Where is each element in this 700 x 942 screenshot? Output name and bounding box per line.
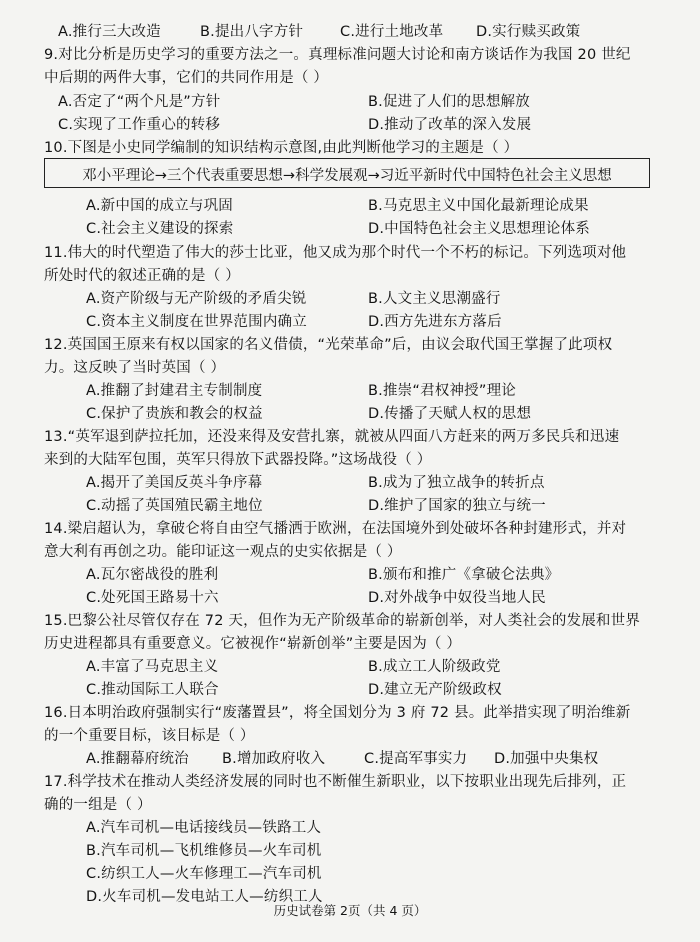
question-14-stem-line1: 14.梁启超认为，拿破仑将自由空气播洒于欧洲，在法国境外到处破坏各种封建形式，并对 <box>44 521 627 537</box>
question-17-option-a: A.汽车司机—电话接线员—铁路工人 <box>86 820 322 836</box>
question-11-option-d: D.西方先进东方落后 <box>368 314 502 330</box>
question-16-option-c: C.提高军事实力 <box>364 751 468 767</box>
question-12-stem-line1: 12.英国国王原来有权以国家的名义借债，“光荣革命”后，由议会取代国王掌握了此项权 <box>44 337 613 353</box>
question-14-option-a: A.瓦尔密战役的胜利 <box>86 567 219 583</box>
question-10-stem: 10.下图是小史同学编制的知识结构示意图,由此判断他学习的主题是（ ） <box>44 140 519 156</box>
question-16-option-d: D.加强中央集权 <box>494 751 599 767</box>
option-a: A.推行三大改造 <box>58 24 161 40</box>
question-9-stem-line2: 中后期的两件大事，它们的共同作用是（ ） <box>44 70 329 86</box>
question-13-option-d: D.维护了国家的独立与统一 <box>368 498 546 514</box>
question-13-stem-line1: 13.“英军退到萨拉托加，还没来得及安营扎寨，就被从四面八方赶来的两万多民兵和迅速 <box>44 429 620 445</box>
knowledge-structure-text: 邓小平理论→三个代表重要思想→科学发展观→习近平新时代中国特色社会主义思想 <box>82 168 612 184</box>
question-14-option-b: B.颁布和推广《拿破仑法典》 <box>368 567 560 583</box>
question-13-option-c: C.动摇了英国殖民霸主地位 <box>86 498 263 514</box>
question-15-option-b: B.成立工人阶级政党 <box>368 659 501 675</box>
question-16-stem-line2: 的一个重要目标，该目标是（ ） <box>44 728 255 744</box>
question-12-option-c: C.保护了贵族和教会的权益 <box>86 406 263 422</box>
question-11-option-a: A.资产阶级与无产阶级的矛盾尖锐 <box>86 291 307 307</box>
question-13-stem-line2: 来到的大陆军包围，英军只得放下武器投降。”这场战役（ ） <box>44 452 432 468</box>
question-11-stem-line1: 11.伟大的时代塑造了伟大的莎士比亚，他又成为那个时代一个不朽的标记。下列选项对他 <box>44 245 627 261</box>
question-12-option-b: B.推崇“君权神授”理论 <box>368 383 516 399</box>
question-17-option-d: D.火车司机—发电站工人—纺织工人 <box>86 889 323 905</box>
question-9-option-c: C.实现了工作重心的转移 <box>58 117 221 133</box>
question-14-option-d: D.对外战争中奴役当地人民 <box>368 590 546 606</box>
question-15-stem-line2: 历史进程都具有重要意义。它被视作“崭新创举”主要是因为（ ） <box>44 636 462 652</box>
question-15-option-a: A.丰富了马克思主义 <box>86 659 219 675</box>
question-16-option-b: B.增加政府收入 <box>222 751 326 767</box>
question-11-stem-line2: 所处时代的叙述正确的是（ ） <box>44 268 240 284</box>
question-15-option-d: D.建立无产阶级政权 <box>368 682 502 698</box>
question-11-option-b: B.人文主义思潮盛行 <box>368 291 501 307</box>
option-d: D.实行赎买政策 <box>476 24 581 40</box>
option-b: B.提出八字方针 <box>200 24 304 40</box>
question-10-option-a: A.新中国的成立与巩固 <box>86 198 233 214</box>
page-footer: 历史试卷第 2页（共 4 页） <box>273 903 427 918</box>
question-17-stem-line2: 确的一组是（ ） <box>44 797 152 813</box>
question-9-stem-line1: 9.对比分析是历史学习的重要方法之一。真理标准问题大讨论和南方谈话作为我国 20 世纪 <box>44 47 631 63</box>
question-10-option-c: C.社会主义建设的探索 <box>86 221 234 237</box>
question-16-stem-line1: 16.日本明治政府强制实行“废藩置县”，将全国划分为 3 府 72 县。此举措实现了明治维新 <box>44 705 631 721</box>
question-15-stem-line1: 15.巴黎公社尽管仅存在 72 天，但作为无产阶级革命的崭新创举，对人类社会的发展和世界 <box>44 613 641 629</box>
question-17-option-b: B.汽车司机—飞机维修员—火车司机 <box>86 843 322 859</box>
question-12-option-a: A.推翻了封建君主专制制度 <box>86 383 263 399</box>
question-14-stem-line2: 意大利有再创之功。能印证这一观点的史实依据是（ ） <box>44 544 402 560</box>
question-16-option-a: A.推翻幕府统治 <box>86 751 189 767</box>
question-9-option-d: D.推动了改革的深入发展 <box>368 117 532 133</box>
question-14-option-c: C.处死国王路易十六 <box>86 590 219 606</box>
question-17-option-c: C.纺织工人—火车修理工—汽车司机 <box>86 866 322 882</box>
option-c: C.进行土地改革 <box>340 24 444 40</box>
question-9-option-b: B.促进了人们的思想解放 <box>368 94 530 110</box>
question-15-option-c: C.推动国际工人联合 <box>86 682 219 698</box>
question-9-option-a: A.否定了“两个凡是”方针 <box>58 94 221 110</box>
knowledge-structure-box <box>44 158 650 188</box>
question-12-option-d: D.传播了天赋人权的思想 <box>368 406 532 422</box>
question-13-option-b: B.成为了独立战争的转折点 <box>368 475 545 491</box>
question-12-stem-line2: 力。这反映了当时英国（ ） <box>44 360 226 376</box>
question-10-option-b: B.马克思主义中国化最新理论成果 <box>368 198 589 214</box>
question-11-option-c: C.资本主义制度在世界范围内确立 <box>86 314 307 330</box>
question-17-stem-line1: 17.科学技术在推动人类经济发展的同时也不断催生新职业，以下按职业出现先后排列，正 <box>44 774 627 790</box>
question-10-option-d: D.中国特色社会主义思想理论体系 <box>368 221 590 237</box>
question-13-option-a: A.揭开了美国反英斗争序幕 <box>86 475 263 491</box>
